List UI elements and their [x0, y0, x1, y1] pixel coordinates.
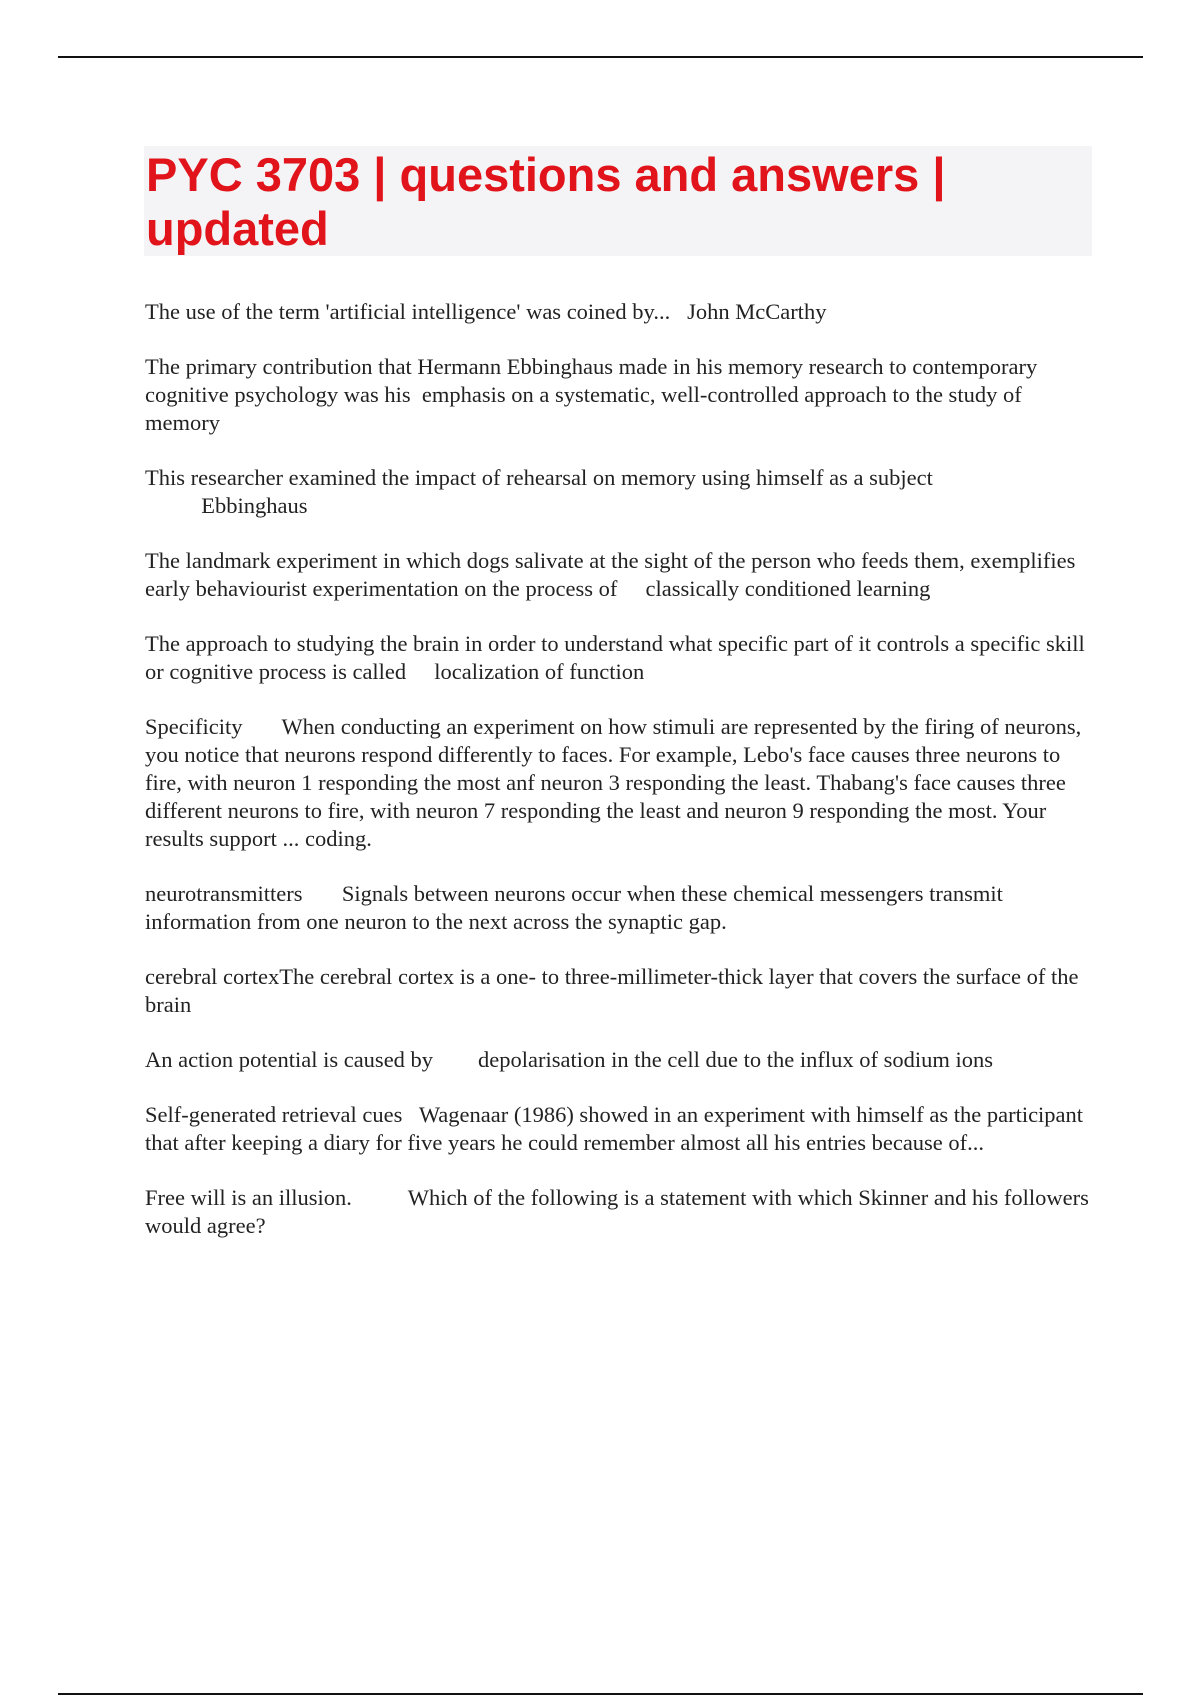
- qa-entry: Self-generated retrieval cues Wagenaar (1986) showed in an experiment with himself as the participant that after keeping a diary for five years he could remember almost all his entries because of...: [145, 1102, 1089, 1155]
- qa-list: [145, 298, 1095, 1267]
- qa-entry: The use of the term 'artificial intelligence' was coined by... John McCarthy: [145, 299, 827, 324]
- qa-entry: cerebral cortexThe cerebral cortex is a one- to three-millimeter-thick layer that covers the surface of the brain: [145, 964, 1085, 1017]
- qa-entry: The primary contribution that Hermann Ebbinghaus made in his memory research to contemporary cognitive psychology was his emphasis on a systematic, well-controlled approach to the study of memory: [145, 354, 1043, 435]
- qa-entry: Specificity When conducting an experiment on how stimuli are represented by the firing of neurons, you notice that neurons respond differently to faces. For example, Lebo's face causes three neurons to fire, with neuron 1 responding the most anf neuron 3 responding the least. Thabang's face causes three different neurons to fire, with neuron 7 responding the least and neuron 9 responding the most. Your results support ... coding.: [145, 714, 1087, 851]
- qa-entry: The approach to studying the brain in order to understand what specific part of it controls a specific skill or cognitive process is called localization of function: [145, 631, 1091, 684]
- page-title: PYC 3703 | questions and answers | updated: [146, 148, 946, 255]
- qa-entry: Free will is an illusion. Which of the following is a statement with which Skinner and his followers would agree?: [145, 1185, 1095, 1238]
- top-rule: [58, 56, 1143, 58]
- title-banner: [144, 146, 1092, 256]
- bottom-rule: [58, 1693, 1143, 1695]
- qa-entry: An action potential is caused by depolarisation in the cell due to the influx of sodium ions: [145, 1047, 993, 1072]
- qa-entry: neurotransmitters Signals between neurons occur when these chemical messengers transmit information from one neuron to the next across the synaptic gap.: [145, 881, 1009, 934]
- qa-entry: This researcher examined the impact of rehearsal on memory using himself as a subject Ebbinghaus: [145, 465, 933, 518]
- qa-entry: The landmark experiment in which dogs salivate at the sight of the person who feeds them, exemplifies early behaviourist experimentation on the process of classically conditioned learning: [145, 548, 1081, 601]
